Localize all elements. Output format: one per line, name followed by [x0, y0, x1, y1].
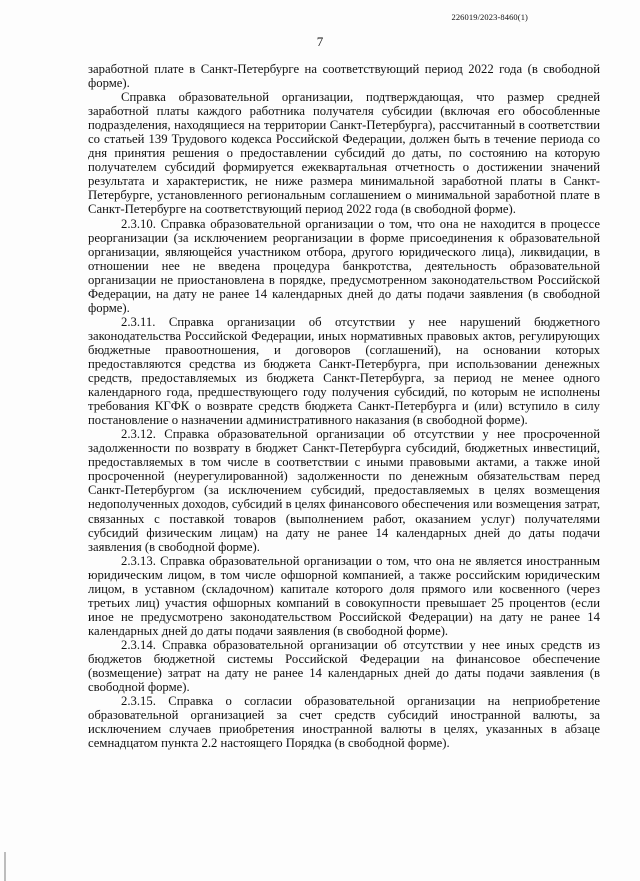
paragraph-2-3-10: 2.3.10. Справка образовательной организации о том, что она не находится в процессе реорганизации (за исключением реорганизации в форме присоединения к образовательной организации, являющейся участником отбора, другого юридического лица), ликвидации, в отношении нее не введена процедура банкротства, деятельность образовательной организации не приостановлена в порядке, предусмотренном законодательством Российской Федерации, на дату не ранее 14 календарных дней до даты подачи заявления (в свободной форме). — [88, 216, 600, 315]
page-number: 7 — [316, 34, 324, 49]
paragraph-2-3-13: 2.3.13. Справка образовательной организации о том, что она не является иностранным юридическим лицом, в том числе офшорной компанией, а также российским юридическим лицом, в уставном (складочном) капитале которого доля прямого или косвенного (через третьих лиц) участия офшорных компаний в совокупности превышает 25 процентов (если иное не предусмотрено законодательством Российской Федерации) на дату не ранее 14 календарных дней до даты подачи заявления (в свободной форме). — [88, 553, 600, 638]
paragraph-continuation: заработной плате в Санкт-Петербурге на соответствующий период 2022 года (в свободной форме). — [88, 62, 600, 91]
paragraph-2-3-12: 2.3.12. Справка образовательной организации об отсутствии у нее просроченной задолженности по возврату в бюджет Санкт-Петербурга субсидий, бюджетных инвестиций, предоставляемых в том числе в соответствии с иными правовыми актами, а также иной просроченной (неурегулированной) задолженности по денежным обязательствам перед Санкт-Петербургом (за исключением субсидий, предоставляемых в целях возмещения недополученных доходов, субсидий в целях финансового обеспечения или возмещения затрат, связанных с поставкой товаров (выполнением работ, оказанием услуг) получателями субсидий физическим лицам) на дату не ранее 14 календарных дней до даты подачи заявления (в свободной форме). — [88, 427, 600, 554]
document-body — [88, 62, 600, 750]
scan-edge-mark — [4, 852, 6, 881]
paragraph-salary-certificate: Справка образовательной организации, подтверждающая, что размер средней заработной платы каждого работника получателя субсидии (включая его обособленные подразделения, находящиеся на территории Санкт-Петербурга), рассчитанный в соответствии со статьей 139 Трудового кодекса Российской Федерации, должен быть в течение периода со дня принятия решения о предоставлении субсидий до даты, по состоянию на которую получателем субсидий формируется ежеквартальная отчетность о достижении значений результата и характеристик, не ниже размера минимальной заработной платы в Санкт-Петербурге, установленного региональным соглашением о минимальной заработной плате в Санкт-Петербурге на соответствующий период 2022 года (в свободной форме). — [88, 90, 600, 217]
document-registration-number: 226019/2023-8460(1) — [451, 12, 528, 22]
paragraph-2-3-15: 2.3.15. Справка о согласии образовательной организации на неприобретение образовательной организацией за счет средств субсидий иностранной валюты, за исключением случаев приобретения иностранной валюты в целях, указанных в абзаце семнадцатом пункта 2.2 настоящего Порядка (в свободной форме). — [88, 694, 600, 751]
paragraph-2-3-11: 2.3.11. Справка организации об отсутствии у нее нарушений бюджетного законодательства Российской Федерации, иных нормативных правовых актов, регулирующих бюджетные правоотношения, и договоров (соглашений), на основании которых предоставляются средства из бюджета Санкт-Петербурга, при использовании денежных средств, предоставляемых из бюджета Санкт-Петербурга, за период не менее одного календарного года, предшествующего году получения субсидий, по которым не исполнены требования КГФК о возврате средств бюджета Санкт-Петербурга и (или) вступило в силу постановление о назначении административного наказания (в свободной форме). — [88, 314, 600, 428]
paragraph-2-3-14: 2.3.14. Справка образовательной организации об отсутствии у нее иных средств из бюджетов бюджетной системы Российской Федерации на финансовое обеспечение (возмещение) затрат на дату не ранее 14 календарных дней до даты подачи заявления (в свободной форме). — [88, 637, 600, 695]
